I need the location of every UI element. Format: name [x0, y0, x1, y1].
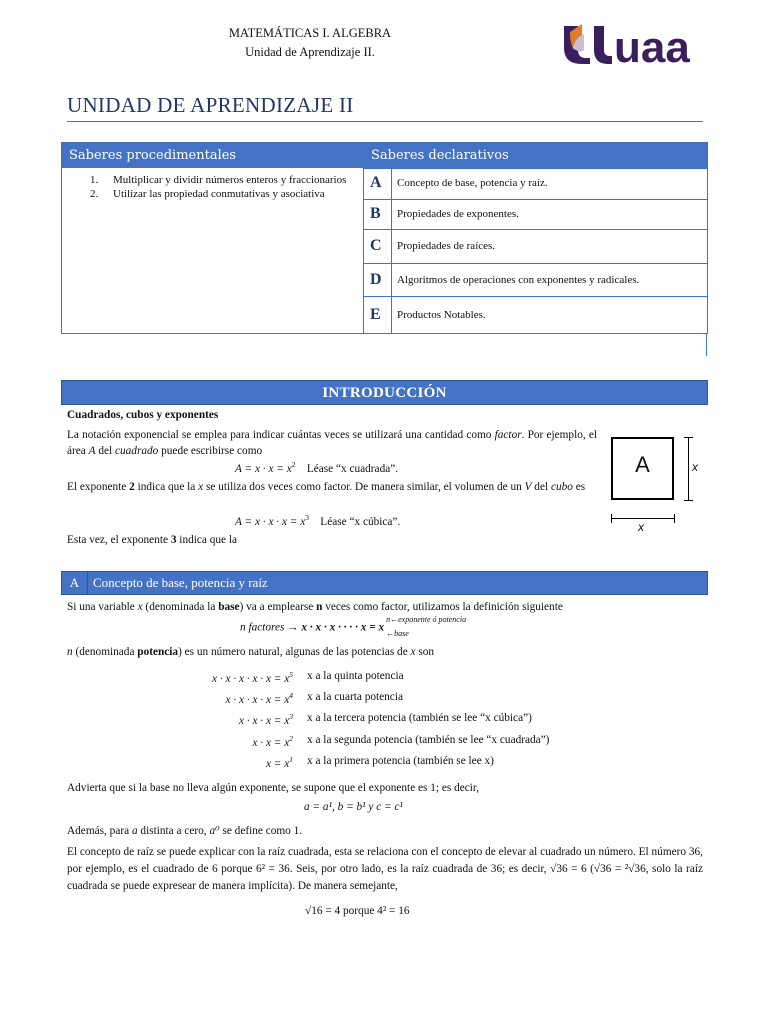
dimension-tick — [674, 514, 675, 523]
equation-square: $A = x \cdot x = x^2$ Léase “x cuadrada”. — [235, 460, 399, 475]
section-letter: A — [69, 575, 80, 590]
dimension-tick — [684, 500, 693, 501]
row-text: Propiedades de exponentes. — [397, 208, 519, 220]
power-definition: n factores → x · x · x · · · · x = x n←exponente ó potencia ←base — [240, 615, 467, 638]
saberes-table — [61, 142, 708, 334]
logo-text: uaa — [614, 23, 690, 68]
equation-exponent-one: a = a¹, b = b¹ y c = c¹ — [304, 801, 403, 813]
dimension-line-vertical — [688, 437, 689, 500]
title-divider — [67, 121, 703, 122]
unit-subtitle: Unidad de Aprendizaje II. — [245, 45, 375, 59]
list-item: 2. Utilizar las propiedad conmutativas y asociativa — [90, 188, 325, 200]
list-item: 1. Multiplicar y dividir números enteros y fraccionarios — [90, 174, 347, 186]
row-letter: A — [370, 174, 382, 191]
equation-cube: $A = x \cdot x \cdot x = x^3$ Léase “x cúbica”. — [235, 513, 401, 528]
course-title: MATEMÁTICAS I. ALGEBRA — [228, 26, 392, 40]
table-edge — [706, 334, 707, 356]
equation-root: √16 = 4 porque 4² = 16 — [305, 905, 410, 917]
side-label-vertical: x — [692, 460, 698, 474]
side-label-horizontal: x — [638, 520, 644, 534]
intro-paragraph-3: Esta vez, el exponente 3 indica que la — [67, 534, 238, 546]
declarativo-row-b — [364, 199, 708, 229]
power-expr: $x \cdot x = x^2$ — [252, 734, 293, 749]
row-letter: C — [370, 237, 382, 254]
power-expr: $x \cdot x \cdot x \cdot x \cdot x = x^5$ — [212, 670, 293, 685]
proc-header: Saberes procedimentales — [62, 143, 363, 168]
row-letter: E — [370, 306, 381, 323]
uaa-logo — [560, 20, 705, 68]
row-letter: B — [370, 205, 381, 222]
power-expr: $x \cdot x \cdot x = x^3$ — [238, 712, 293, 727]
power-desc: x a la primera potencia (también se lee x) — [307, 755, 494, 767]
dimension-tick — [684, 437, 693, 438]
declarativo-row-a — [364, 168, 708, 199]
power-desc: x a la segunda potencia (también se lee “x cuadrada”) — [307, 734, 550, 746]
intro-paragraph-2: El exponente 2 indica que la x se utiliza dos veces como factor. De manera similar, el volumen de un V del cubo es — [67, 481, 586, 493]
row-text: Algoritmos de operaciones con exponentes y radicales. — [397, 274, 640, 286]
power-desc: x a la cuarta potencia — [307, 691, 403, 703]
power-desc: x a la quinta potencia — [307, 670, 404, 682]
section-a-paragraph-5: El concepto de raíz se puede explicar con la raíz cuadrada, esta se relaciona con el concepto de elevar al cuadrado un número. El número 36, por ejemplo, es el cuadrado de 6 porque 6² = 36. Seis, por otro lado, es la raíz cuadrada de 36; es decir, √36 = 6 (√36 = ²√36, solo la raíz cuadrada se puede expresear de manera implícita). De manera semejante, — [67, 846, 703, 892]
section-a-paragraph-4: Además, para a distinta a cero, a⁰ se define como 1. — [67, 825, 303, 837]
row-text: Concepto de base, potencia y raíz. — [397, 177, 548, 189]
page-title: UNIDAD DE APRENDIZAJE II — [67, 93, 354, 117]
intro-paragraph-1: La notación exponencial se emplea para indicar cuántas veces se utilizará una cantidad como factor. Por ejemplo, el área A del cuadrado puede escribirse como — [67, 429, 598, 457]
power-desc: x a la tercera potencia (también se lee “x cúbica”) — [307, 712, 532, 724]
section-title: Concepto de base, potencia y raíz — [93, 575, 268, 590]
power-expr: $x \cdot x \cdot x \cdot x = x^4$ — [225, 691, 293, 706]
declarativo-row-c — [364, 229, 708, 263]
dimension-tick — [611, 514, 612, 523]
row-text: Productos Notables. — [397, 309, 486, 321]
declarativo-row-e — [364, 296, 708, 333]
section-a-paragraph-2: n (denominada potencia) es un número natural, algunas de las potencias de x son — [67, 646, 435, 658]
section-a-bar — [61, 571, 708, 595]
section-a-paragraph-1: Si una variable x (denominada la base) va a emplearse n veces como factor, utilizamos la definición siguiente — [67, 601, 563, 613]
intro-subtitle: Cuadrados, cubos y exponentes — [67, 409, 219, 421]
row-text: Propiedades de raíces. — [397, 240, 496, 252]
dimension-line-horizontal — [611, 518, 674, 519]
intro-bar: INTRODUCCIÓN — [61, 380, 708, 405]
declarativo-row-d — [364, 263, 708, 296]
row-letter: D — [370, 271, 382, 288]
section-a-paragraph-3: Advierta que si la base no lleva algún exponente, se supone que el exponente es 1; es decir, — [67, 782, 480, 794]
square-label: A — [635, 452, 650, 477]
power-expr: $x = x^1$ — [265, 755, 293, 770]
decl-header: Saberes declarativos — [364, 143, 708, 168]
procedimentales-list — [68, 173, 360, 201]
